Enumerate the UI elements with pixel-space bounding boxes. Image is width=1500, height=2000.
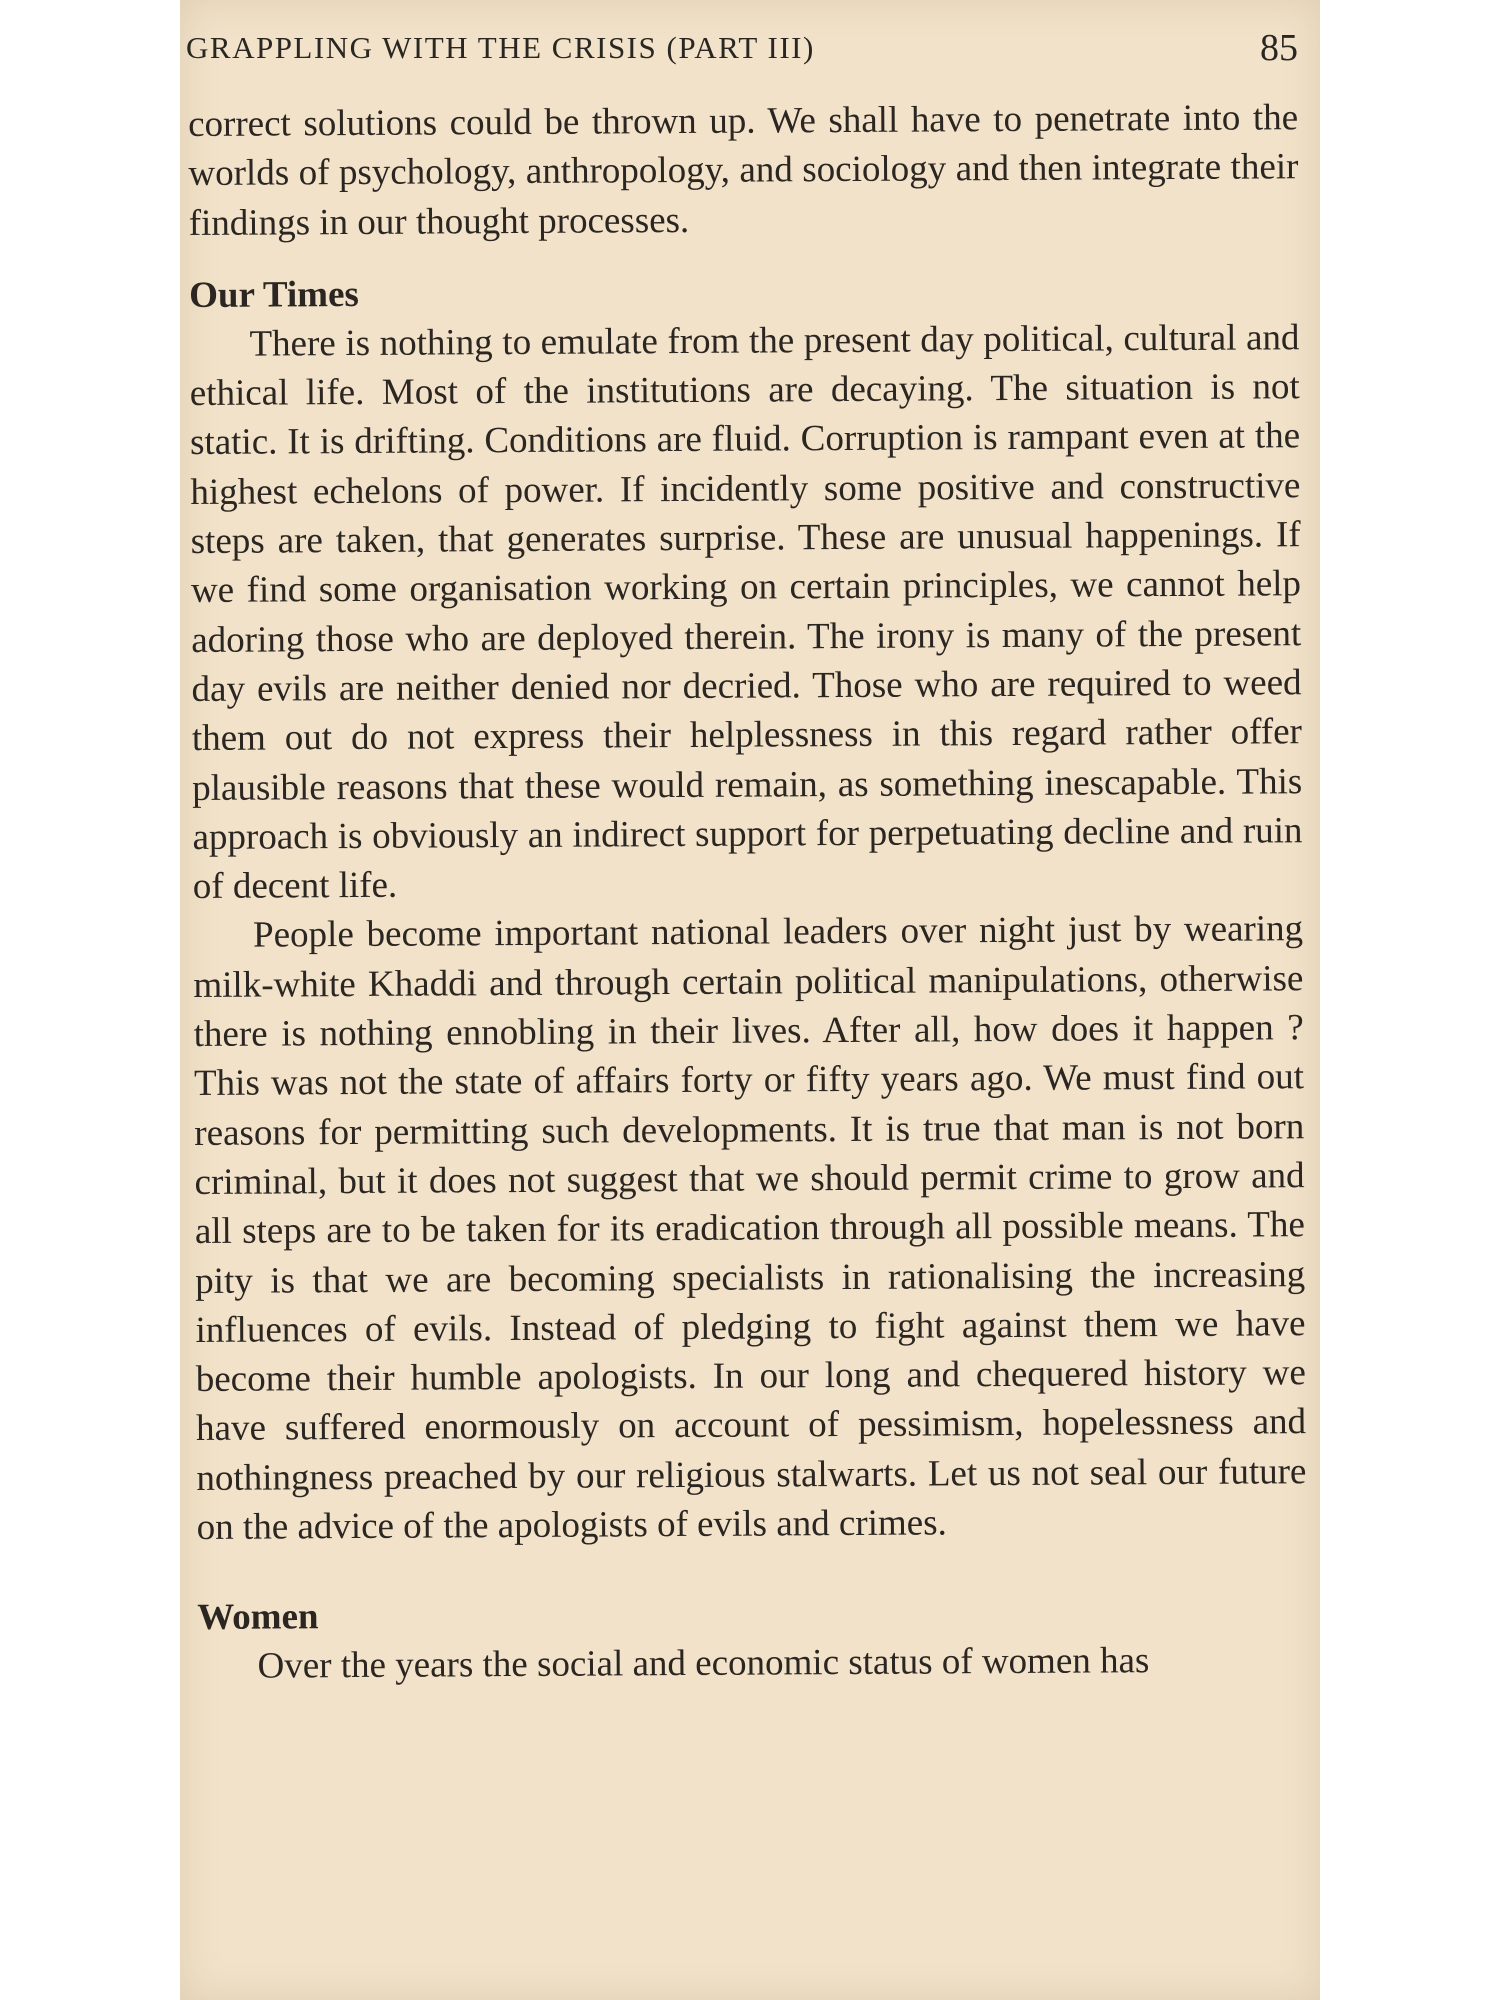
- page-number: 85: [1260, 27, 1298, 69]
- section-heading-women: Women: [197, 1596, 319, 1639]
- continuation-paragraph: correct solutions could be thrown up. We shall have to penetrate into the worlds of psychology, anthropology, and sociology and then integrate their findings in our thought processes.: [188, 97, 1299, 244]
- paragraph-our-times-2: People become important national leaders over night just by wearing milk-white Khaddi and through certain political manipulations, otherwise there is nothing ennobling in their lives. After all, how does it happen ? This was not the state of affairs forty or fifty years ago. We must find out reasons for permitting such developments. It is true that man is not born criminal, but it does not suggest that we should permit crime to grow and all steps are to be taken for its eradication through all possible means. The pity is that we are becoming specialists in rationalising the increasing influences of evils. Instead of pledging to fight against them we have become their humble apologists. In our long and chequered history we have suffered enormously on account of pessimism, hopelessness and nothingness preached by our religious stalwarts. Let us not seal our future on the advice of the apologists of evils and crimes.: [193, 908, 1307, 1548]
- paragraph-our-times-1: There is nothing to emulate from the present day political, cultural and ethical life. Most of the institutions are decaying. The situation is not static. It is drifting. Conditions are fluid. Corruption is rampant even at the highest echelons of power. If incidently some positive and constructive steps are taken, that generates surprise. These are unusual happenings. If we find some organisation working on certain principles, we cannot help adoring those who are deployed therein. The irony is many of the present day evils are neither denied nor decried. Those who are required to weed them out do not express their helplessness in this regard rather offer plausible reasons that these would remain, as something inescapable. This approach is obviously an indirect support for perpetuating decline and ruin of decent life.: [189, 317, 1303, 908]
- running-title: GRAPPLING WITH THE CRISIS (PART III): [186, 30, 815, 65]
- book-page: [180, 0, 1320, 2000]
- paragraph-women-1: Over the years the social and economic status of women has: [257, 1640, 1150, 1687]
- page-body: [188, 93, 1308, 1691]
- section-heading-our-times: Our Times: [189, 273, 359, 316]
